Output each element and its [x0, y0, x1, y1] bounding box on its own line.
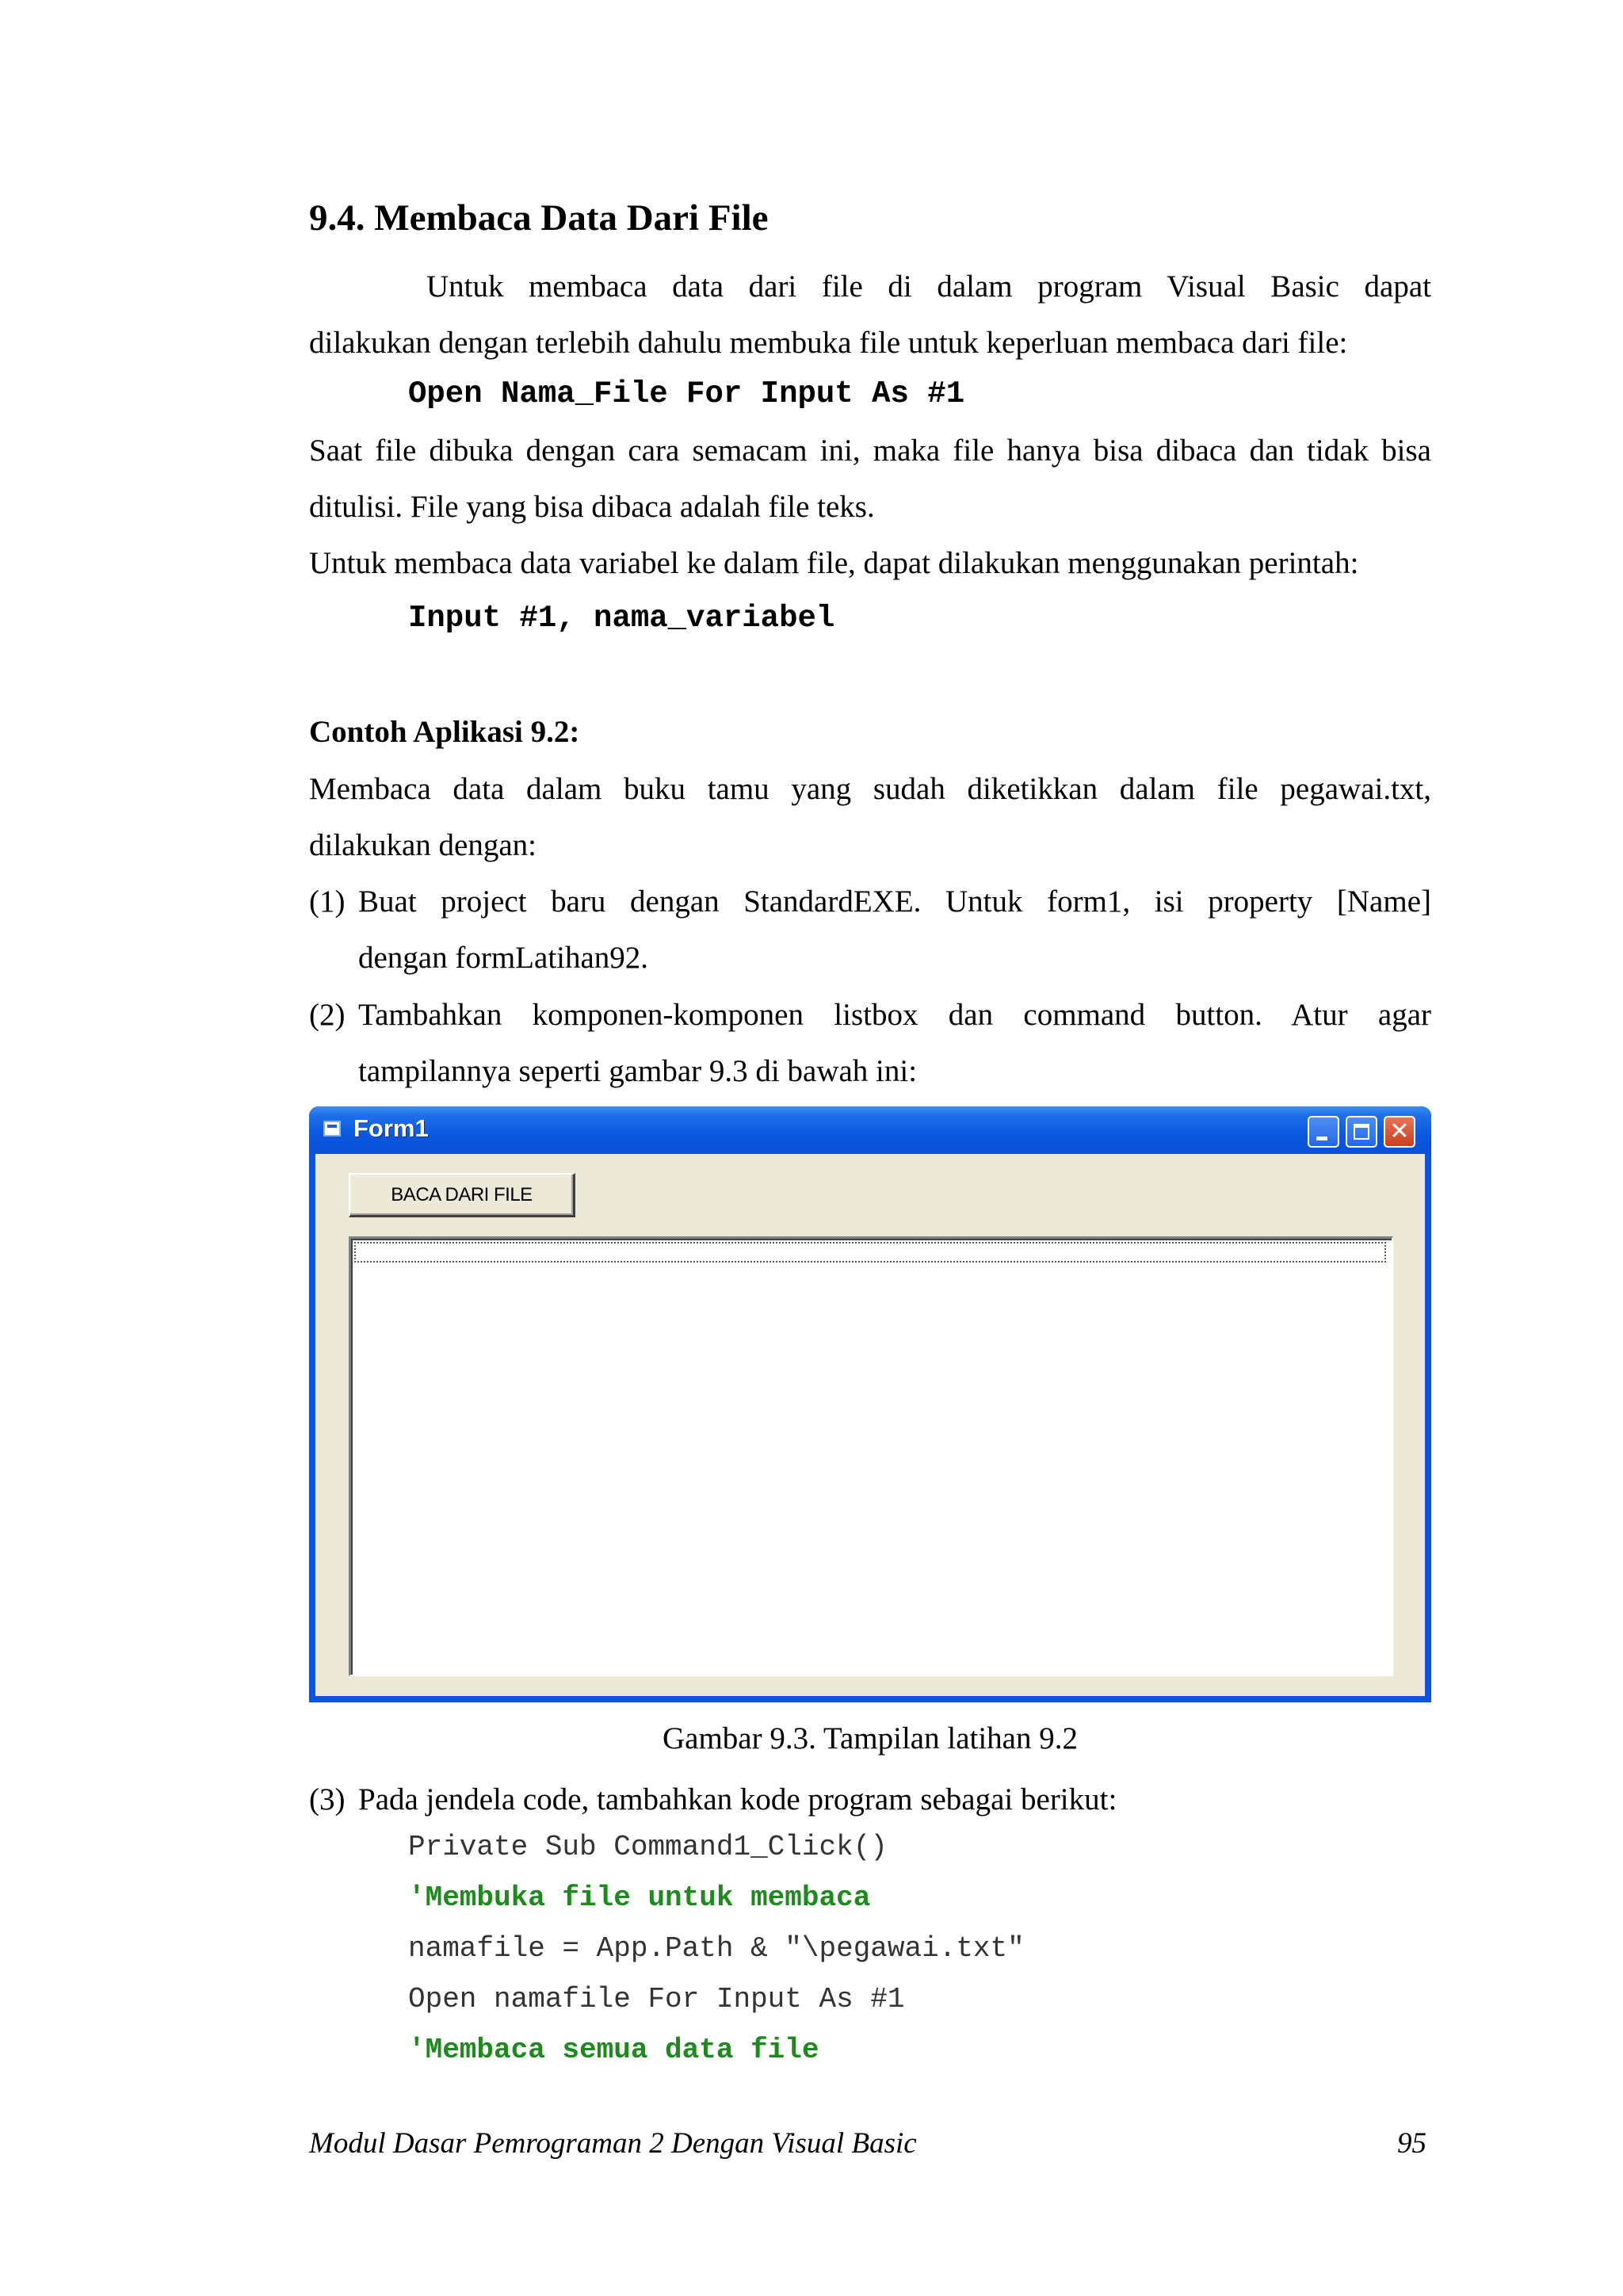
footer-title: Modul Dasar Pemrograman 2 Dengan Visual Basic [309, 2127, 917, 2160]
code-line-4: Open namafile For Input As #1 [408, 1983, 905, 2015]
intro-paragraph [309, 258, 1431, 371]
code-open-statement: Open Nama_File For Input As #1 [408, 376, 965, 411]
step-1-text [358, 873, 1431, 986]
step-1-line-2: dengan formLatihan92. [358, 941, 649, 975]
maximize-icon [1354, 1124, 1369, 1140]
minimize-button[interactable] [1308, 1116, 1339, 1148]
example-title: Contoh Aplikasi 9.2: [309, 715, 580, 749]
step-3-number: (3) [309, 1782, 346, 1817]
section-heading: 9.4. Membaca Data Dari File [309, 197, 769, 239]
open-explanation-line-1: Saat file dibuka dengan cara semacam ini, maka file hanya bisa dibaca dan tidak bisa [309, 434, 1431, 468]
minimize-icon [1316, 1137, 1327, 1140]
open-explanation-paragraph [309, 422, 1431, 591]
code-input-statement: Input #1, nama_variabel [408, 601, 835, 636]
form1-window [309, 1106, 1431, 1702]
example-description [309, 761, 1431, 873]
step-2-text [358, 987, 1431, 1099]
listbox[interactable] [349, 1236, 1393, 1676]
step-3-text: Pada jendela code, tambahkan kode program sebagai berikut: [358, 1782, 1117, 1817]
input-explanation-line: Untuk membaca data variabel ke dalam file, dapat dilakukan menggunakan perintah: [309, 546, 1359, 580]
form-icon [323, 1121, 341, 1137]
baca-dari-file-button[interactable]: BACA DARI FILE [349, 1173, 575, 1217]
example-description-line-2: dilakukan dengan: [309, 828, 537, 862]
figure-caption: Gambar 9.3. Tampilan latihan 9.2 [662, 1721, 1078, 1755]
open-explanation-line-2: ditulisi. File yang bisa dibaca adalah file teks. [309, 490, 875, 524]
step-1-number: (1) [309, 884, 346, 919]
intro-line-1: Untuk membaca data dari file di dalam program Visual Basic dapat [426, 269, 1431, 304]
form1-client-area [315, 1154, 1425, 1696]
form1-titlebar[interactable] [309, 1106, 1431, 1154]
maximize-button[interactable] [1346, 1116, 1377, 1148]
code-line-2: 'Membuka file untuk membaca [408, 1881, 871, 1914]
code-line-1: Private Sub Command1_Click() [408, 1831, 888, 1863]
page-number: 95 [1397, 2127, 1426, 2160]
example-description-line-1: Membaca data dalam buku tamu yang sudah diketikkan dalam file pegawai.txt, [309, 772, 1431, 806]
step-1-line-1: Buat project baru dengan StandardEXE. Untuk form1, isi property [Name] [358, 884, 1431, 919]
close-button[interactable] [1384, 1116, 1415, 1148]
close-icon: ✕ [1389, 1117, 1410, 1145]
code-line-3: namafile = App.Path & "\pegawai.txt" [408, 1932, 1025, 1965]
listbox-focus-rect [354, 1242, 1386, 1263]
step-2-line-2: tampilannya seperti gambar 9.3 di bawah ini: [358, 1054, 918, 1088]
intro-line-2: dilakukan dengan terlebih dahulu membuka file untuk keperluan membaca dari file: [309, 326, 1348, 360]
code-line-5: 'Membaca semua data file [408, 2034, 819, 2066]
step-2-line-1: Tambahkan komponen-komponen listbox dan command button. Atur agar [358, 998, 1431, 1032]
step-2-number: (2) [309, 998, 346, 1032]
form1-title: Form1 [353, 1114, 429, 1142]
